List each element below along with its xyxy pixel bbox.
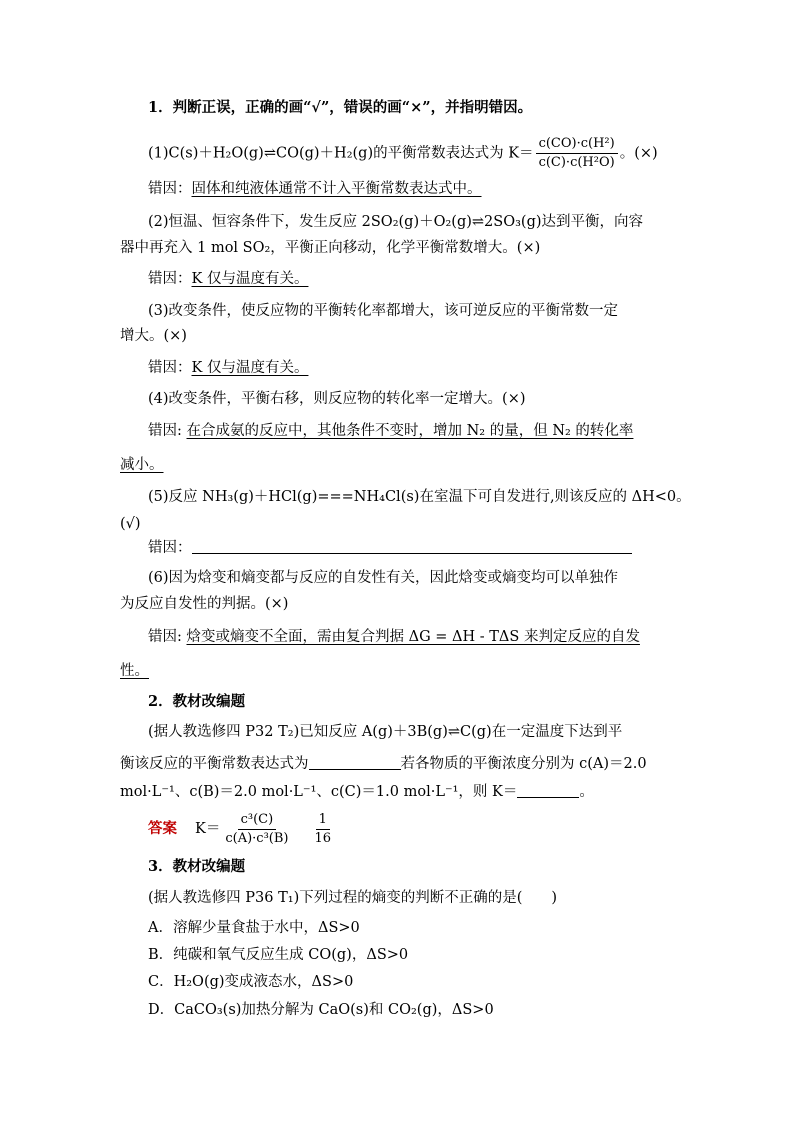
answer-frac-num: c³(C)	[238, 812, 277, 830]
q1-item4-line1: (4)改变条件，平衡右移，则反应物的转化率一定增大。(×)	[148, 391, 526, 407]
reason-text: 在合成氨的反应中，其他条件不变时，增加 N₂ 的量，但 N₂ 的转化率	[186, 423, 634, 439]
q2-line1: (据人教选修四 P32 T₂)已知反应 A(g)＋3B(g)⇌C(g)在一定温度下达到平	[148, 724, 623, 740]
q1-item6-reason-line2: 性。	[120, 663, 149, 679]
reason-text: 焓变或熵变不全面，需由复合判据 ΔG = ΔH - TΔS 来判定反应的自发	[186, 629, 640, 645]
reason-text: K 仅与温度有关。	[191, 360, 309, 376]
q1-item5-line2: (√)	[120, 516, 141, 532]
q3-option-d: D．CaCO₃(s)加热分解为 CaO(s)和 CO₂(g)，ΔS>0	[148, 1002, 494, 1018]
q3-title: 3．教材改编题	[148, 858, 246, 875]
answer-blank[interactable]	[192, 539, 632, 554]
q1-item1-reason	[148, 179, 482, 199]
q1-item1-mark: 。(×)	[619, 145, 658, 162]
answer-frac-den: c(A)·c³(B)	[225, 830, 289, 846]
q1-item3-reason	[148, 358, 308, 378]
answer-blank[interactable]	[517, 783, 579, 798]
reason-label: 错因：	[148, 271, 192, 287]
reason-text: 固体和纯液体通常不计入平衡常数表达式中。	[191, 181, 482, 197]
q1-item3-line1: (3)改变条件，使反应物的平衡转化率都增大，该可逆反应的平衡常数一定	[148, 303, 619, 319]
answer-blank[interactable]	[309, 755, 401, 770]
q1-item1-frac-num: c(CO)·c(H²)	[536, 136, 618, 154]
answer-value-fraction	[311, 812, 334, 847]
q2-answer	[148, 808, 336, 850]
q1-item1	[148, 136, 658, 171]
q2-line3-a: mol·L⁻¹、c(B)＝2.0 mol·L⁻¹、c(C)＝1.0 mol·L⁻¹，则 K＝	[120, 784, 518, 800]
q1-item2-reason	[148, 269, 308, 289]
q1-item1-fraction	[536, 136, 618, 171]
q1-item2-line2: 器中再充入 1 mol SO₂，平衡正向移动，化学平衡常数增大。(×)	[120, 240, 541, 256]
answer-k: K＝	[195, 821, 221, 837]
q1-item5-line1: (5)反应 NH₃(g)＋HCl(g)===NH₄Cl(s)在室温下可自发进行,则该反应的 ΔH<0。	[148, 489, 691, 505]
answer-label: 答案	[148, 820, 177, 837]
q1-item6-line1: (6)因为焓变和熵变都与反应的自发性有关，因此焓变或熵变均可以单独作	[148, 570, 619, 586]
q3-option-c: C．H₂O(g)变成液态水，ΔS>0	[148, 974, 354, 990]
reason-text: K 仅与温度有关。	[191, 271, 309, 287]
q1-item5-reason	[148, 538, 632, 558]
q1-item6-line2: 为反应自发性的判据。(×)	[120, 596, 289, 612]
q2-line2-b: 若各物质的平衡浓度分别为 c(A)＝2.0	[400, 756, 647, 772]
reason-label: 错因:	[148, 423, 187, 439]
q2-line3	[120, 782, 594, 802]
answer-expression-fraction	[222, 812, 291, 847]
q1-item2-line1: (2)恒温、恒容条件下，发生反应 2SO₂(g)＋O₂(g)⇌2SO₃(g)达到平衡，向容	[148, 214, 644, 230]
answer-val-num: 1	[316, 812, 330, 830]
q1-item1-text: (1)C(s)＋H₂O(g)⇌CO(g)＋H₂(g)的平衡常数表达式为 K＝	[148, 145, 534, 162]
q2-line3-b: 。	[579, 784, 594, 800]
reason-label: 错因：	[148, 360, 192, 376]
q3-option-b: B．纯碳和氧气反应生成 CO(g)，ΔS>0	[148, 947, 409, 963]
q2-line2-a: 衡该反应的平衡常数表达式为	[120, 756, 309, 772]
q1-item3-line2: 增大。(×)	[120, 328, 187, 344]
q1-title: 1．判断正误，正确的画“√”，错误的画“×”，并指明错因。	[148, 99, 533, 116]
q1-item4-reason-line2: 减小。	[120, 457, 164, 473]
q3-option-a: A．溶解少量食盐于水中，ΔS>0	[148, 920, 360, 936]
q2-title: 2．教材改编题	[148, 693, 246, 710]
reason-label: 错因：	[148, 540, 192, 556]
q3-stem: (据人教选修四 P36 T₁)下列过程的熵变的判断不正确的是( )	[148, 890, 558, 906]
reason-label: 错因：	[148, 181, 192, 197]
q1-item6-reason	[148, 627, 640, 647]
q2-line2	[120, 754, 647, 774]
q1-item1-frac-den: c(C)·c(H²O)	[538, 155, 615, 170]
q1-item4-reason	[148, 421, 633, 441]
answer-val-den: 16	[314, 830, 332, 846]
reason-label: 错因:	[148, 629, 187, 645]
